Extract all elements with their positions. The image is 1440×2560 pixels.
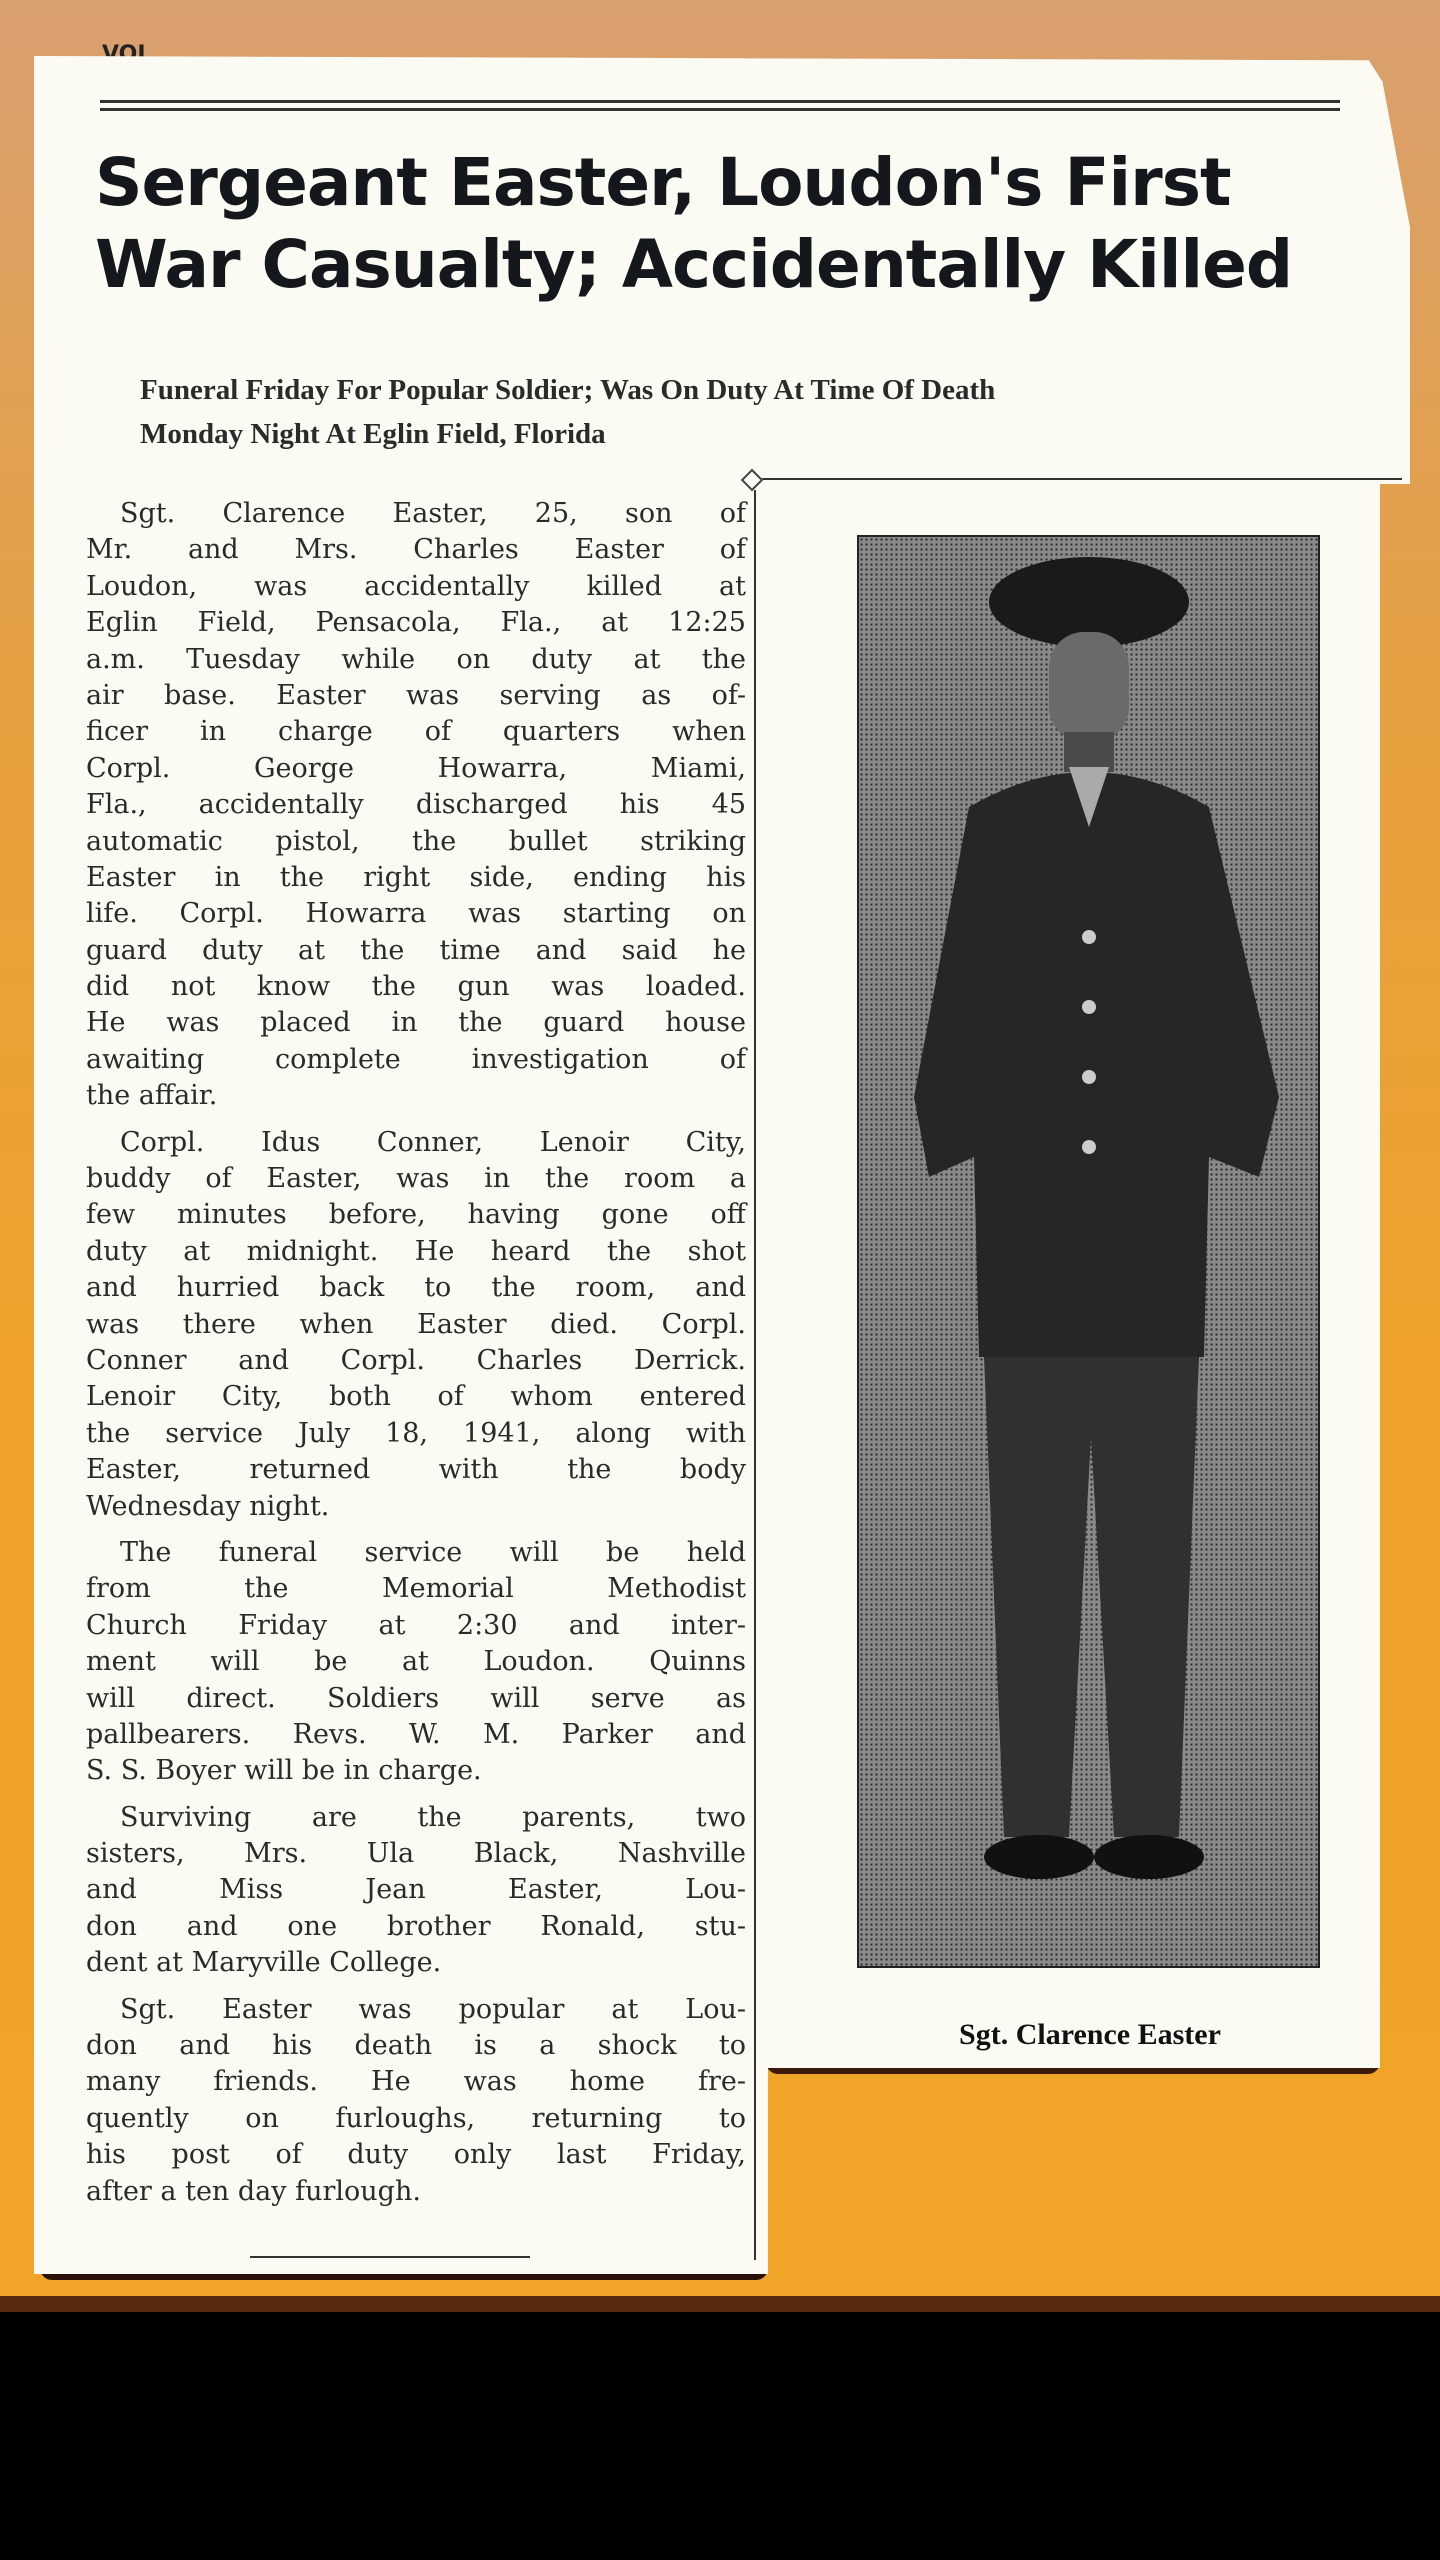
article-paragraph [86,1535,746,1790]
subheadline [140,368,1430,456]
subheadline-line: Monday Night At Eglin Field, Florida [140,418,606,450]
article-line: after a ten day furlough. [86,2175,421,2207]
soldier-figure-icon [859,537,1322,1970]
article-line: Fla., accidentally discharged his 45 [86,789,746,821]
article-line: Loudon, was accidentally killed at [86,570,746,602]
column-rule [754,490,756,2260]
article-line: many friends. He was home fre- [86,2066,746,2098]
article-line: few minutes before, having gone off [86,1199,746,1231]
double-rule-top [100,100,1340,103]
article-line: Conner and Corpl. Charles Derrick. [86,1344,746,1376]
headline [95,142,1395,306]
article-line: duty at midnight. He heard the shot [86,1235,746,1267]
article-line: a.m. Tuesday while on duty at the [86,643,746,675]
article-line: Sgt. Clarence Easter, 25, son of [120,498,746,529]
article-paragraph [86,1125,746,1525]
article-line: Surviving are the parents, two [120,1801,746,1833]
article-line: He was placed in the guard house [86,1007,746,1039]
article-line: Easter in the right side, ending his [86,861,746,893]
article-line: from the Memorial Methodist [86,1573,746,1605]
section-rule [762,478,1402,480]
end-rule [250,2256,530,2258]
headline-line: Sergeant Easter, Loudon's First [95,144,1231,221]
article-line: sisters, Mrs. Ula Black, Nashville [86,1838,746,1870]
article-line: the affair. [86,1080,218,1112]
article-line: and Miss Jean Easter, Lou- [86,1874,746,1906]
article-line: his post of duty only last Friday, [86,2139,746,2171]
article-line: dent at Maryville College. [86,1947,442,1979]
photo-caption: Sgt. Clarence Easter [959,2018,1221,2051]
article-line: don and his death is a shock to [86,2030,746,2062]
article-body [86,496,746,2220]
article-paragraph [86,1992,746,2210]
article-line: Lenoir City, both of whom entered [86,1381,746,1413]
article-line: automatic pistol, the bullet striking [86,825,746,857]
double-rule-bottom [100,108,1340,111]
article-line: was there when Easter died. Corpl. [86,1308,746,1340]
article-line: S. S. Boyer will be in charge. [86,1755,482,1787]
article-line: Corpl. George Howarra, Miami, [86,752,746,784]
article-line: awaiting complete investigation of [86,1043,746,1075]
article-line: Easter, returned with the body [86,1454,746,1486]
article-line: quently on furloughs, returning to [86,2102,746,2134]
article-line: Sgt. Easter was popular at Lou- [120,1993,746,2025]
article-paragraph [86,1800,746,1982]
article-line: the service July 18, 1941, along with [86,1417,746,1449]
headline-line: War Casualty; Accidentally Killed [95,226,1293,303]
article-line: Eglin Field, Pensacola, Fla., at 12:25 [86,607,746,639]
article-line: ficer in charge of quarters when [86,716,746,748]
article-line: ment will be at Loudon. Quinns [86,1646,746,1678]
article-line: The funeral service will be held [120,1536,746,1568]
article-line: will direct. Soldiers will serve as [86,1682,746,1714]
article-line: pallbearers. Revs. W. M. Parker and [86,1718,746,1750]
subheadline-line: Funeral Friday For Popular Soldier; Was On Duty At Time Of Death [140,374,996,406]
article-line: air base. Easter was serving as of- [86,679,746,711]
article-line: buddy of Easter, was in the room a [86,1163,746,1195]
article-line: life. Corpl. Howarra was starting on [86,898,746,930]
table-edge [0,2296,1440,2312]
article-paragraph [86,496,746,1115]
article-line: don and one brother Ronald, stu- [86,1910,746,1942]
soldier-photo [857,535,1320,1968]
article-line: and hurried back to the room, and [86,1272,746,1304]
article-line: Church Friday at 2:30 and inter- [86,1609,746,1641]
article-line: Corpl. Idus Conner, Lenoir City, [120,1126,746,1158]
article-line: guard duty at the time and said he [86,934,746,966]
article-line: did not know the gun was loaded. [86,971,746,1003]
article-line: Wednesday night. [86,1490,330,1522]
masthead-fragment [102,42,160,54]
article-line: Mr. and Mrs. Charles Easter of [86,534,746,566]
